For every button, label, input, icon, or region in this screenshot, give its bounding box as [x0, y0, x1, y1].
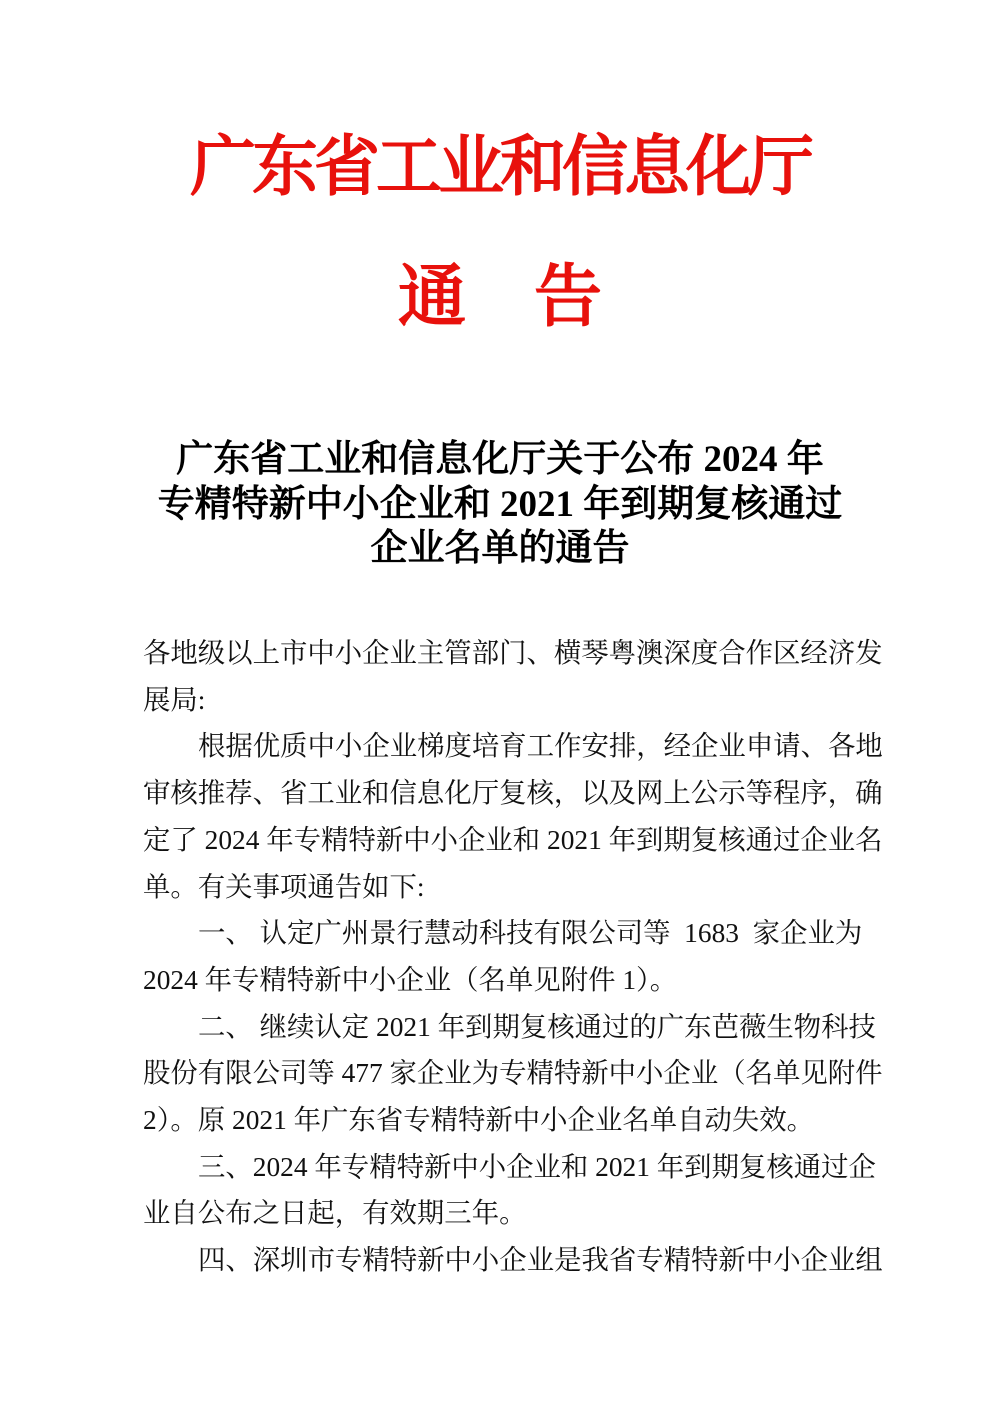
agency-title: 广东省工业和信息化厅	[190, 131, 810, 204]
body-line: 根据优质中小企业梯度培育工作安排，经企业申请、各地	[198, 731, 883, 762]
body-line: 股份有限公司等 477 家企业为专精特新中小企业（名单见附件	[143, 1058, 883, 1089]
body-line: 2024 年专精特新中小企业（名单见附件 1）。	[143, 964, 678, 995]
body-line: 一、 认定广州景行慧动科技有限公司等 1683 家企业为	[198, 918, 863, 949]
title-line: 广东省工业和信息化厅关于公布 2024 年	[176, 439, 824, 480]
body-line: 三、2024 年专精特新中小企业和 2021 年到期复核通过企	[198, 1151, 876, 1182]
notice-type-title: 通 告	[397, 259, 602, 335]
document-body	[143, 630, 883, 1284]
body-line: 2）。原 2021 年广东省专精特新中小企业名单自动失效。	[143, 1105, 815, 1136]
title-line: 专精特新中小企业和 2021 年到期复核通过	[157, 483, 843, 525]
document-title	[0, 438, 1000, 572]
body-line: 定了 2024 年专精特新中小企业和 2021 年到期复核通过企业名	[143, 824, 883, 855]
body-line: 审核推荐、省工业和信息化厅复核，以及网上公示等程序，确	[143, 778, 883, 809]
body-line: 展局:	[143, 684, 206, 715]
body-line: 业自公布之日起，有效期三年。	[143, 1198, 527, 1229]
body-line: 二、 继续认定 2021 年到期复核通过的广东芭薇生物科技	[198, 1011, 876, 1042]
body-line: 四、深圳市专精特新中小企业是我省专精特新中小企业组	[198, 1245, 883, 1276]
body-line: 各地级以上市中小企业主管部门、横琴粤澳深度合作区经济发	[143, 638, 883, 668]
body-line: 单。有关事项通告如下:	[143, 871, 425, 902]
title-line: 企业名单的通告	[370, 528, 630, 569]
